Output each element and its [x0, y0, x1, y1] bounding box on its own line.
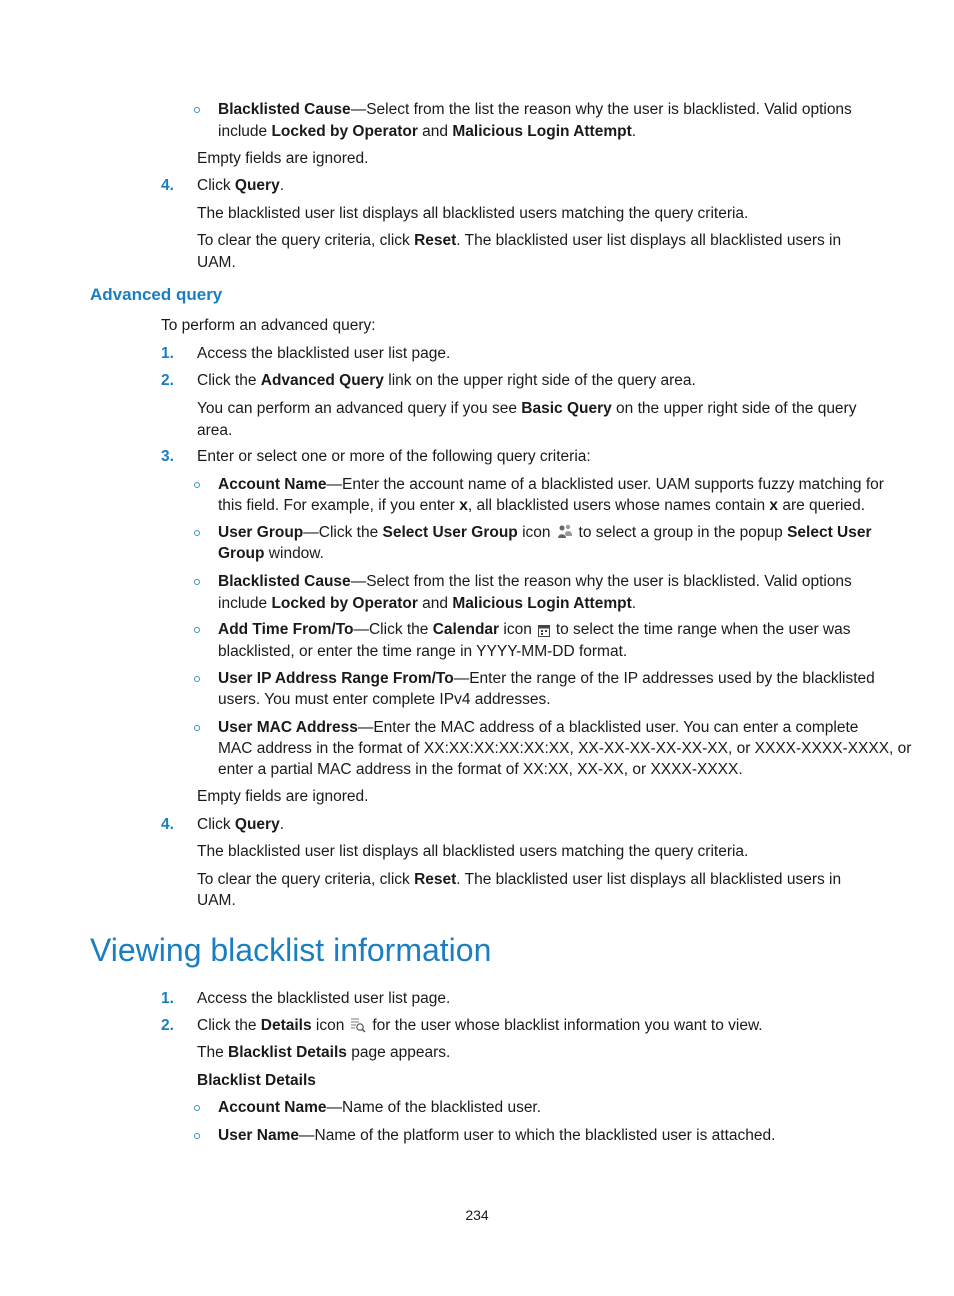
step-text: Access the blacklisted user list page.: [197, 345, 451, 362]
bullet-icon: [194, 579, 200, 585]
bullet-icon: [194, 725, 200, 731]
bullet-icon: [194, 482, 200, 488]
list-item-cont: blacklisted, or enter the time range in YYYY-MM-DD format.: [218, 643, 628, 660]
step-number: 4.: [161, 177, 174, 194]
section-heading: Advanced query: [90, 285, 223, 304]
bullet-icon: [194, 1133, 200, 1139]
list-item-cont: Group window.: [218, 545, 324, 562]
list-item: Blacklisted Cause—Select from the list the reason why the user is blacklisted. Valid options: [218, 101, 852, 118]
list-item: User IP Address Range From/To—Enter the range of the IP addresses used by the blacklisted: [218, 670, 875, 687]
page-number: 234: [465, 1207, 489, 1223]
list-item: Account Name—Name of the blacklisted user.: [218, 1099, 542, 1116]
paragraph: Empty fields are ignored.: [197, 788, 369, 805]
paragraph-cont: UAM.: [197, 892, 236, 909]
bullet-icon: [194, 1105, 200, 1111]
list-item: User MAC Address—Enter the MAC address of a blacklisted user. You can enter a complete: [218, 719, 859, 736]
paragraph: To perform an advanced query:: [161, 317, 376, 334]
paragraph: You can perform an advanced query if you see Basic Query on the upper right side of the query: [197, 400, 857, 417]
bullet-icon: [194, 676, 200, 682]
page-heading: Viewing blacklist information: [90, 932, 492, 968]
list-item-cont: this field. For example, if you enter x, all blacklisted users whose names contain x are queried.: [218, 497, 866, 514]
step-number: 3.: [161, 448, 174, 465]
bullet-icon: [194, 530, 200, 536]
step-number: 1.: [161, 345, 174, 362]
list-item: Add Time From/To—Click the Calendar icon to select the time range when the user was: [218, 619, 851, 643]
step-number: 2.: [161, 1017, 174, 1034]
step-text: Access the blacklisted user list page.: [197, 990, 451, 1007]
paragraph: The blacklisted user list displays all blacklisted users matching the query criteria.: [197, 843, 749, 860]
paragraph: To clear the query criteria, click Reset. The blacklisted user list displays all blacklisted users in: [197, 871, 842, 888]
step-text: Click the Advanced Query link on the upper right side of the query area.: [197, 372, 696, 389]
list-item-cont: enter a partial MAC address in the format of XX:XX, XX-XX, or XXXX-XXXX.: [218, 761, 743, 778]
list-item-cont: include Locked by Operator and Malicious Login Attempt.: [218, 123, 637, 140]
paragraph-cont: UAM.: [197, 254, 236, 271]
calendar-icon: [538, 622, 550, 643]
bullet-icon: [194, 627, 200, 633]
step-text: Click Query.: [197, 816, 285, 833]
paragraph: The Blacklist Details page appears.: [197, 1044, 451, 1061]
list-item-cont: MAC address in the format of XX:XX:XX:XX:XX:XX, XX-XX-XX-XX-XX-XX, or XXXX-XXXX-XXXX, or: [218, 740, 912, 757]
step-number: 1.: [161, 990, 174, 1007]
bullet-icon: [194, 107, 200, 113]
step-number: 4.: [161, 816, 174, 833]
step-text: Enter or select one or more of the following query criteria:: [197, 448, 591, 465]
subheading: Blacklist Details: [197, 1072, 316, 1089]
list-item-cont: users. You must enter complete IPv4 addresses.: [218, 691, 551, 708]
paragraph-cont: area.: [197, 422, 233, 439]
list-item: User Group—Click the Select User Group icon to select a group in the popup Select User: [218, 522, 872, 546]
list-item: Blacklisted Cause—Select from the list the reason why the user is blacklisted. Valid options: [218, 573, 852, 590]
step-text: Click Query.: [197, 177, 285, 194]
paragraph: The blacklisted user list displays all blacklisted users matching the query criteria.: [197, 205, 749, 222]
paragraph: To clear the query criteria, click Reset. The blacklisted user list displays all blacklisted users in: [197, 232, 842, 249]
step-text: Click the Details icon for the user whose blacklist information you want to view.: [197, 1015, 763, 1039]
list-item-cont: include Locked by Operator and Malicious Login Attempt.: [218, 595, 637, 612]
select-user-group-icon: [557, 524, 573, 546]
list-item: Account Name—Enter the account name of a blacklisted user. UAM supports fuzzy matching for: [218, 476, 884, 493]
step-number: 2.: [161, 372, 174, 389]
list-item: User Name—Name of the platform user to which the blacklisted user is attached.: [218, 1127, 776, 1144]
paragraph: Empty fields are ignored.: [197, 150, 369, 167]
details-icon: [350, 1017, 366, 1039]
